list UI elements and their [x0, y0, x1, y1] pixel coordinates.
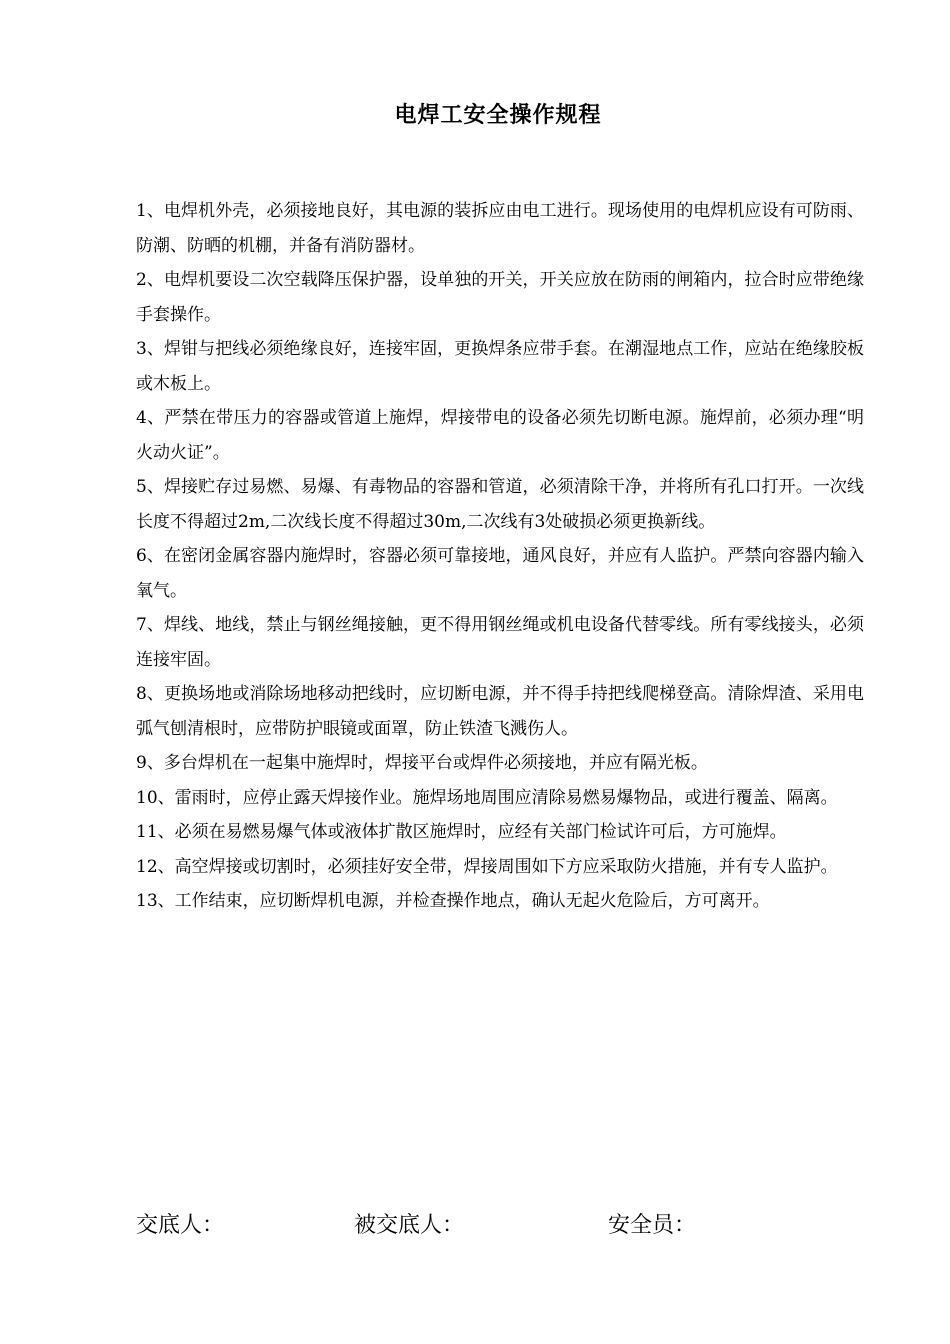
rule-item: 7、焊线、地线，禁止与钢丝绳接触，更不得用钢丝绳或机电设备代替零线。所有零线接头，必须连接牢固。 [136, 615, 864, 670]
rule-item: 10、雷雨时，应停止露天焊接作业。施焊场地周围应清除易燃易爆物品，或进行覆盖、隔离。 [136, 787, 838, 808]
rule-item: 13、工作结束，应切断焊机电源，并检查操作地点，确认无起火危险后，方可离开。 [136, 891, 770, 911]
rule-item: 6、在密闭金属容器内施焊时，容器必须可靠接地，通风良好，并应有人监护。严禁向容器内输入氧气。 [136, 546, 864, 601]
rule-item: 8、更换场地或消除场地移动把线时，应切断电源，并不得手持把线爬梯登高。清除焊渣、采用电弧气刨清根时，应带防护眼镜或面罩，防止铁渣飞溅伤人。 [136, 684, 864, 739]
page-title: 电焊工安全操作规程 [394, 103, 602, 128]
rule-item: 9、多台焊机在一起集中施焊时，焊接平台或焊件必须接地，并应有隔光板。 [136, 753, 708, 773]
rule-item: 11、必须在易燃易爆气体或液体扩散区施焊时，应经有关部门检试许可后，方可施焊。 [136, 822, 787, 842]
rule-list [136, 194, 864, 919]
recipient-signature-label: 被交底人： [354, 1213, 465, 1238]
briefer-signature-label: 交底人： [136, 1213, 225, 1238]
rule-item: 12、高空焊接或切割时，必须挂好安全带，焊接周围如下方应采取防火措施，并有专人监护。 [136, 856, 838, 877]
safety-officer-signature-label: 安全员： [608, 1213, 697, 1238]
signature-line [136, 1206, 836, 1246]
rule-item: 2、电焊机要设二次空载降压保护器，设单独的开关，开关应放在防雨的闸箱内，拉合时应带绝缘手套操作。 [136, 270, 864, 325]
rule-item: 5、焊接贮存过易燃、易爆、有毒物品的容器和管道，必须清除干净，并将所有孔口打开。一次线长度不得超过2m,二次线长度不得超过30m,二次线有3处破损必须更换新线。 [136, 477, 864, 532]
rule-item: 1、电焊机外壳，必须接地良好，其电源的装拆应由电工进行。现场使用的电焊机应设有可防雨、防潮、防晒的机棚，并备有消防器材。 [136, 201, 864, 256]
rule-item: 4、严禁在带压力的容器或管道上施焊，焊接带电的设备必须先切断电源。施焊前，必须办理“明火动火证”。 [136, 408, 864, 463]
rule-item: 3、焊钳与把线必须绝缘良好，连接牢固，更换焊条应带手套。在潮湿地点工作，应站在绝缘胶板或木板上。 [136, 339, 864, 394]
